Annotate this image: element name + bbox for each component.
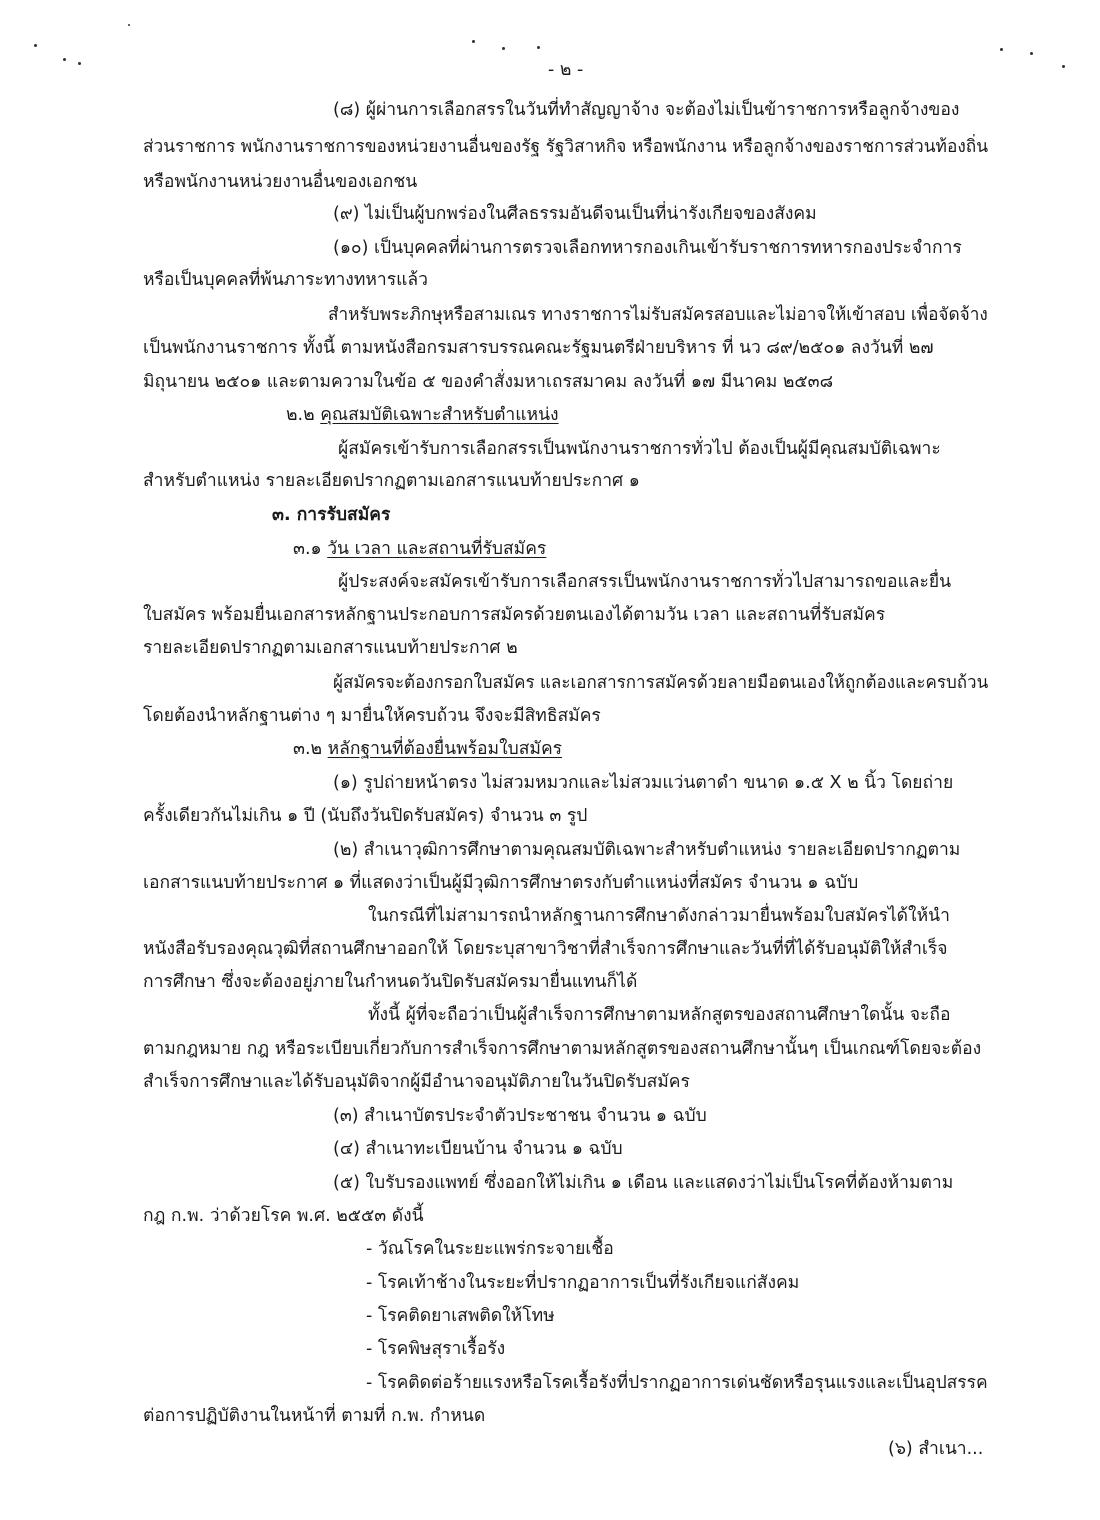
paragraph-line: ทั้งนี้ ผู้ที่จะถือว่าเป็นผู้สำเร็จการศึกษาตามหลักสูตรของสถานศึกษาใดนั้น จะถือ [368, 1005, 951, 1025]
paragraph-line: ผู้สมัครจะต้องกรอกใบสมัคร และเอกสารการสมัครด้วยลายมือตนเองให้ถูกต้องและครบถ้วน [333, 673, 989, 693]
paragraph-line: (๘) ผู้ผ่านการเลือกสรรในวันที่ทำสัญญาจ้าง จะต้องไม่เป็นข้าราชการหรือลูกจ้างของ [333, 100, 960, 120]
paragraph-line: (๔) สำเนาทะเบียนบ้าน จำนวน ๑ ฉบับ [333, 1139, 623, 1159]
paragraph-line: ในกรณีที่ไม่สามารถนำหลักฐานการศึกษาดังกล่าวมายื่นพร้อมใบสมัครได้ให้นำ [368, 906, 950, 926]
scan-speck [1000, 48, 1003, 51]
paragraph-line: ต่อการปฏิบัติงานในหน้าที่ ตามที่ ก.พ. กำหนด [143, 1406, 486, 1426]
paragraph-line: ครั้งเดียวกันไม่เกิน ๑ ปี (นับถึงวันปิดรับสมัคร) จำนวน ๓ รูป [143, 806, 588, 826]
paragraph-line: สำหรับพระภิกษุหรือสามเณร ทางราชการไม่รับสมัครสอบและไม่อาจให้เข้าสอบ เพื่อจัดจ้าง [328, 305, 988, 325]
paragraph-line: (๓) สำเนาบัตรประจำตัวประชาชน จำนวน ๑ ฉบับ [333, 1106, 707, 1126]
paragraph-line: (๒) สำเนาวุฒิการศึกษาตามคุณสมบัติเฉพาะสำหรับตำแหน่ง รายละเอียดปรากฏตาม [333, 840, 961, 860]
disease-list-item: - วัณโรคในระยะแพร่กระจายเชื้อ [366, 1239, 614, 1259]
scan-speck [472, 40, 475, 43]
scan-speck [502, 47, 505, 50]
section-heading-2-2 [286, 403, 559, 427]
disease-list-item: - โรคเท้าช้างในระยะที่ปรากฏอาการเป็นที่รังเกียจแก่สังคม [366, 1273, 800, 1293]
paragraph-line: โดยต้องนำหลักฐานต่าง ๆ มายื่นให้ครบถ้วน จึงจะมีสิทธิสมัคร [143, 706, 601, 726]
paragraph-line: การศึกษา ซึ่งจะต้องอยู่ภายในกำหนดวันปิดรับสมัครมายื่นแทนก็ได้ [143, 972, 638, 992]
section-number: ๓.๒ [293, 739, 323, 759]
paragraph-line: สำเร็จการศึกษาและได้รับอนุมัติจากผู้มีอำนาจอนุมัติภายในวันปิดรับสมัคร [143, 1072, 690, 1092]
paragraph-line: (๙) ไม่เป็นผู้บกพร่องในศีลธรรมอันดีจนเป็นที่น่ารังเกียจของสังคม [333, 204, 817, 224]
paragraph-line: (๑) รูปถ่ายหน้าตรง ไม่สวมหมวกและไม่สวมแว่นตาดำ ขนาด ๑.๕ X ๒ นิ้ว โดยถ่าย [333, 773, 954, 793]
scan-speck [1062, 65, 1065, 68]
scan-speck [78, 62, 81, 65]
paragraph-line: ใบสมัคร พร้อมยื่นเอกสารหลักฐานประกอบการสมัครด้วยตนเองได้ตามวัน เวลา และสถานที่รับสมัคร [143, 605, 886, 625]
paragraph-line: เอกสารแนบท้ายประกาศ ๑ ที่แสดงว่าเป็นผู้มีวุฒิการศึกษาตรงกับตำแหน่งที่สมัคร จำนวน ๑ ฉบับ [143, 873, 859, 893]
scan-speck [63, 58, 66, 61]
paragraph-line: เป็นพนักงานราชการ ทั้งนี้ ตามหนังสือกรมสารบรรณคณะรัฐมนตรีฝ่ายบริหาร ที่ นว ๘๙/๒๕๐๑ ลงวันที่ ๒๗ [143, 338, 934, 358]
continuation-marker: (๖) สำเนา... [888, 1439, 984, 1459]
paragraph-line: (๕) ใบรับรองแพทย์ ซึ่งออกให้ไม่เกิน ๑ เดือน และแสดงว่าไม่เป็นโรคที่ต้องห้ามตาม [333, 1173, 954, 1193]
disease-list-item: - โรคติดยาเสพติดให้โทษ [366, 1306, 555, 1326]
section-heading-3-1 [293, 537, 546, 561]
scan-speck [537, 46, 540, 49]
section-title: หลักฐานที่ต้องยื่นพร้อมใบสมัคร [327, 739, 563, 759]
section-heading-3-2 [293, 737, 562, 761]
paragraph-line: รายละเอียดปรากฏตามเอกสารแนบท้ายประกาศ ๒ [143, 638, 518, 658]
section-heading-3: ๓. การรับสมัคร [272, 505, 391, 525]
paragraph-line: ผู้สมัครเข้ารับการเลือกสรรเป็นพนักงานราชการทั่วไป ต้องเป็นผู้มีคุณสมบัติเฉพาะ [338, 439, 941, 459]
paragraph-line: กฎ ก.พ. ว่าด้วยโรค พ.ศ. ๒๕๕๓ ดังนี้ [143, 1206, 424, 1226]
paragraph-line: ส่วนราชการ พนักงานราชการของหน่วยงานอื่นของรัฐ รัฐวิสาหกิจ หรือพนักงาน หรือลูกจ้างของราชการส่วนท้องถิ่น [143, 137, 989, 157]
scan-speck [1030, 52, 1033, 55]
paragraph-line: หรือเป็นบุคคลที่พ้นภาระทางทหารแล้ว [143, 270, 428, 290]
disease-list-item: - โรคพิษสุราเรื้อรัง [366, 1339, 506, 1359]
disease-list-item: - โรคติดต่อร้ายแรงหรือโรคเรื้อรังที่ปรากฏอาการเด่นชัดหรือรุนแรงและเป็นอุปสรรค [366, 1373, 988, 1393]
paragraph-line: หนังสือรับรองคุณวุฒิที่สถานศึกษาออกให้ โดยระบุสาขาวิชาที่สำเร็จการศึกษาและวันที่ที่ได้รับอนุมัติให้สำเร็จ [143, 939, 948, 959]
paragraph-line: ผู้ประสงค์จะสมัครเข้ารับการเลือกสรรเป็นพนักงานราชการทั่วไปสามารถขอและยื่น [338, 572, 952, 592]
page-number: - ๒ - [548, 60, 584, 80]
section-number: ๒.๒ [286, 405, 315, 425]
paragraph-line: ตามกฎหมาย กฎ หรือระเบียบเกี่ยวกับการสำเร็จการศึกษาตามหลักสูตรของสถานศึกษานั้นๆ เป็นเกณฑ์โดยจะต้อง [143, 1039, 982, 1059]
scan-speck [34, 44, 37, 47]
paragraph-line: หรือพนักงานหน่วยงานอื่นของเอกชน [143, 172, 418, 192]
paragraph-line: (๑๐) เป็นบุคคลที่ผ่านการตรวจเลือกทหารกองเกินเข้ารับราชการทหารกองประจำการ [333, 238, 962, 258]
section-title: คุณสมบัติเฉพาะสำหรับตำแหน่ง [320, 405, 559, 425]
paragraph-line: มิถุนายน ๒๕๐๑ และตามความในข้อ ๕ ของคำสั่งมหาเถรสมาคม ลงวันที่ ๑๗ มีนาคม ๒๕๓๘ [143, 372, 834, 392]
section-title: วัน เวลา และสถานที่รับสมัคร [327, 539, 547, 559]
paragraph-line: สำหรับตำแหน่ง รายละเอียดปรากฏตามเอกสารแนบท้ายประกาศ ๑ [143, 471, 640, 491]
section-number: ๓.๑ [293, 539, 322, 559]
scan-speck [128, 24, 130, 26]
